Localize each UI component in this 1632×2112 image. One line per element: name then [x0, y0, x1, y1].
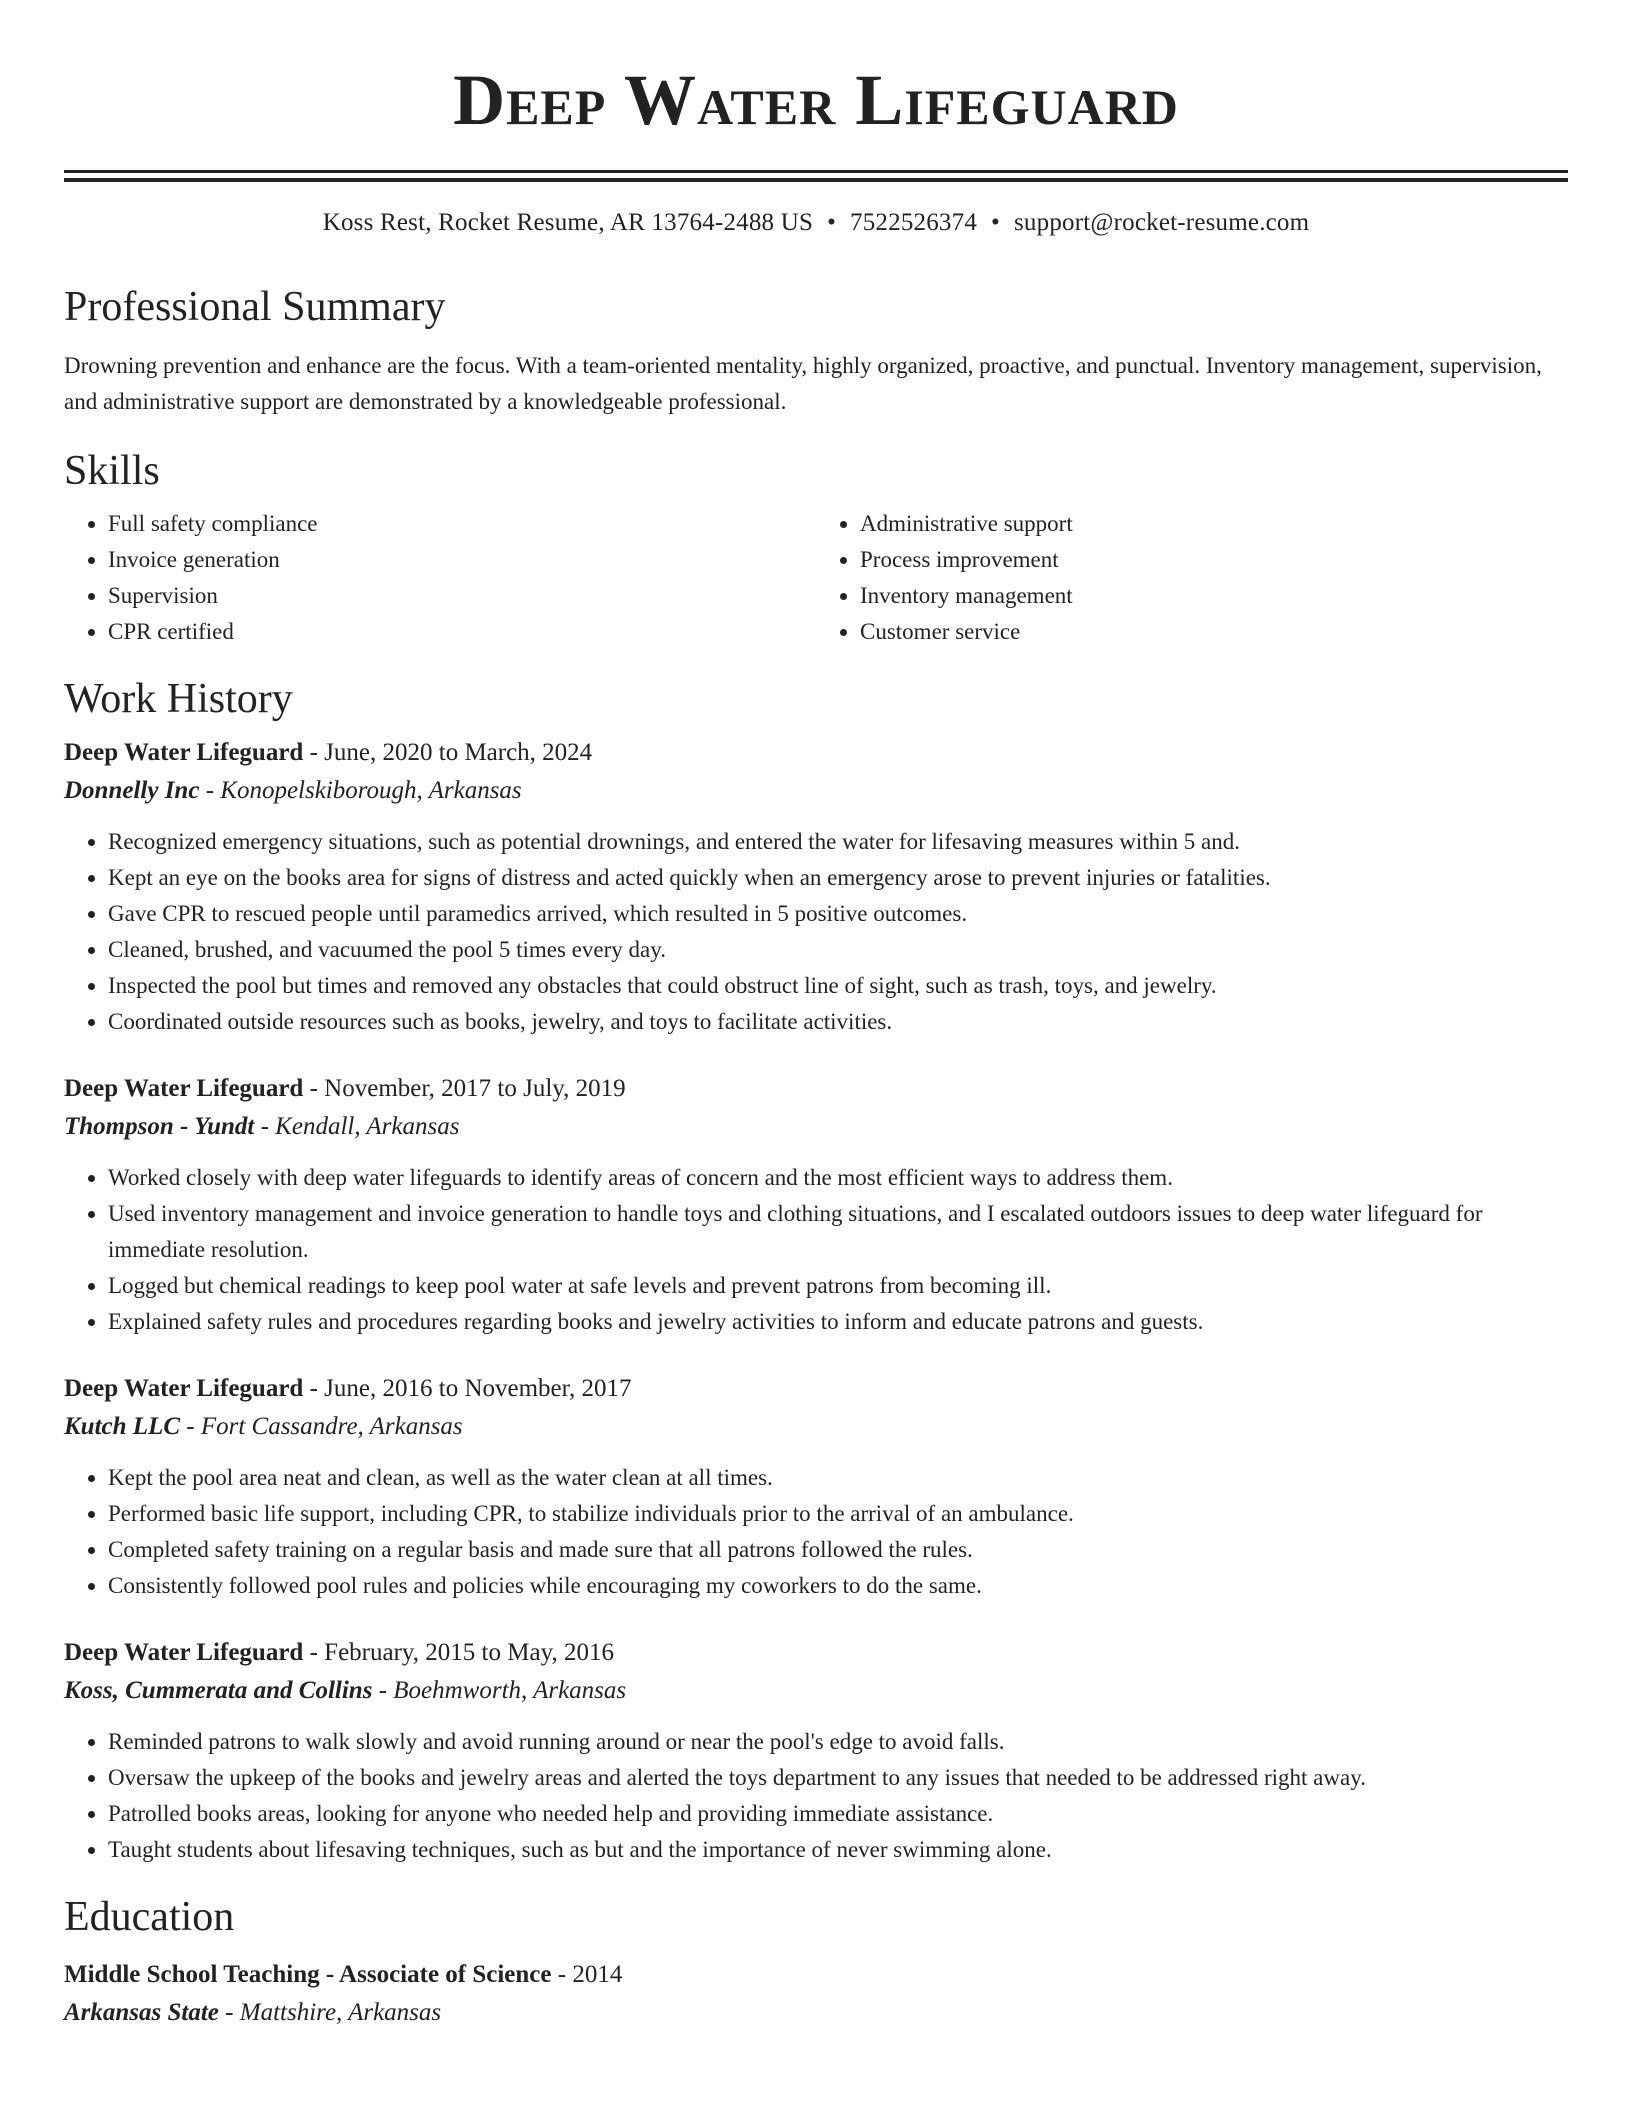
job-bullet: • Coordinated outside resources such as books, jewelry, and toys to facilitate activities. [108, 1004, 1568, 1040]
skills-list [64, 506, 1568, 650]
education-header [64, 1956, 1568, 1994]
section-heading-summary: Professional Summary [64, 284, 446, 330]
job-bullet: • Logged but chemical readings to keep pool water at safe levels and prevent patrons from becoming ill. [108, 1268, 1568, 1304]
contact-separator: • [991, 209, 1000, 236]
skill-item: • Full safety compliance [108, 506, 816, 542]
contact-address: Koss Rest, Rocket Resume, AR 13764-2488 US [322, 209, 814, 236]
job-bullet: • Reminded patrons to walk slowly and avoid running around or near the pool's edge to avoid falls. [108, 1724, 1568, 1760]
job-bullet: • Patrolled books areas, looking for anyone who needed help and providing immediate assistance. [108, 1796, 1568, 1832]
contact-separator: • [827, 209, 837, 236]
section-heading-skills: Skills [64, 448, 160, 494]
job-title: Deep Water Lifeguard [64, 739, 304, 766]
job-employer [64, 772, 1568, 810]
job-bullet: • Kept an eye on the books area for signs of distress and acted quickly when an emergency arose to prevent injuries or fatalities. [108, 860, 1568, 896]
skill-item: • Process improvement [860, 542, 1568, 578]
education-year: - 2014 [551, 1961, 623, 1988]
job-company: Donnelly Inc [64, 777, 200, 804]
job-header [64, 734, 1568, 772]
job-location: - Konopelskiborough, Arkansas [199, 777, 522, 804]
education-location: - Mattshire, Arkansas [218, 1999, 442, 2026]
job-title: Deep Water Lifeguard [64, 1375, 304, 1402]
section-heading-work-history: Work History [64, 676, 293, 722]
job-header [64, 1370, 1568, 1408]
section-heading-education: Education [64, 1894, 235, 1940]
job-dates: - November, 2017 to July, 2019 [303, 1075, 626, 1102]
divider-line-bottom [64, 178, 1568, 182]
job-header [64, 1070, 1568, 1108]
education-entry [64, 1956, 1568, 2032]
skill-item: • Inventory management [860, 578, 1568, 614]
contact-phone: 7522526374 [850, 209, 978, 236]
job-dates: - June, 2016 to November, 2017 [303, 1375, 632, 1402]
education-school-line [64, 1994, 1568, 2032]
job-entry [64, 1370, 1568, 1604]
header-divider [64, 170, 1568, 182]
job-title: Deep Water Lifeguard [64, 1639, 304, 1666]
job-location: - Kendall, Arkansas [254, 1113, 460, 1140]
job-dates: - February, 2015 to May, 2016 [303, 1639, 614, 1666]
education-school: Arkansas State [64, 1999, 219, 2026]
skills-column-left [64, 506, 816, 650]
job-company: Koss, Cummerata and Collins [64, 1677, 373, 1704]
job-employer [64, 1408, 1568, 1446]
contact-email: support@rocket-resume.com [1013, 209, 1310, 236]
job-header [64, 1634, 1568, 1672]
divider-line-top [64, 170, 1568, 173]
skill-item: • Administrative support [860, 506, 1568, 542]
skill-item: • CPR certified [108, 614, 816, 650]
job-employer [64, 1108, 1568, 1146]
job-entry [64, 1070, 1568, 1340]
job-employer [64, 1672, 1568, 1710]
job-bullets [64, 1724, 1568, 1868]
job-bullet: • Oversaw the upkeep of the books and jewelry areas and alerted the toys department to any issues that needed to be addressed right away. [108, 1760, 1568, 1796]
job-bullets [64, 1460, 1568, 1604]
skill-item: • Invoice generation [108, 542, 816, 578]
job-bullet: • Recognized emergency situations, such as potential drownings, and entered the water for lifesaving measures within 5 and. [108, 824, 1568, 860]
job-entry [64, 1634, 1568, 1868]
skills-column-right [816, 506, 1568, 650]
job-bullet: • Inspected the pool but times and removed any obstacles that could obstruct line of sight, such as trash, toys, and jewelry. [108, 968, 1568, 1004]
job-title: Deep Water Lifeguard [64, 1075, 304, 1102]
job-bullets [64, 824, 1568, 1040]
job-company: Kutch LLC [64, 1413, 180, 1440]
job-company: Thompson - Yundt [64, 1113, 255, 1140]
job-bullets [64, 1160, 1568, 1340]
contact-line [64, 208, 1568, 238]
skill-item: • Customer service [860, 614, 1568, 650]
job-bullet: • Kept the pool area neat and clean, as well as the water clean at all times. [108, 1460, 1568, 1496]
job-bullet: • Completed safety training on a regular basis and made sure that all patrons followed the rules. [108, 1532, 1568, 1568]
job-bullet: • Consistently followed pool rules and policies while encouraging my coworkers to do the same. [108, 1568, 1568, 1604]
job-dates: - June, 2020 to March, 2024 [303, 739, 593, 766]
job-bullet: • Cleaned, brushed, and vacuumed the pool 5 times every day. [108, 932, 1568, 968]
summary-text: Drowning prevention and enhance are the focus. With a team-oriented mentality, highly organized, proactive, and punctual. Inventory management, supervision, and administrative support are demonstrated by a knowledgeable professional. [64, 353, 1542, 414]
resume-name: Deep Water Lifeguard [453, 60, 1179, 140]
job-location: - Fort Cassandre, Arkansas [180, 1413, 463, 1440]
job-bullet: • Gave CPR to rescued people until paramedics arrived, which resulted in 5 positive outcomes. [108, 896, 1568, 932]
job-bullet: • Performed basic life support, including CPR, to stabilize individuals prior to the arrival of an ambulance. [108, 1496, 1568, 1532]
job-bullet: • Worked closely with deep water lifeguards to identify areas of concern and the most efficient ways to address them. [108, 1160, 1568, 1196]
job-entry [64, 734, 1568, 1040]
education-degree: Middle School Teaching - Associate of Science [64, 1961, 552, 1988]
job-bullet: • Explained safety rules and procedures regarding books and jewelry activities to inform and educate patrons and guests. [108, 1304, 1568, 1340]
skill-item: • Supervision [108, 578, 816, 614]
job-bullet: • Used inventory management and invoice generation to handle toys and clothing situations, and I escalated outdoors issues to deep water lifeguard for immediate resolution. [108, 1196, 1568, 1268]
job-bullet: • Taught students about lifesaving techniques, such as but and the importance of never swimming alone. [108, 1832, 1568, 1868]
job-location: - Boehmworth, Arkansas [372, 1677, 627, 1704]
